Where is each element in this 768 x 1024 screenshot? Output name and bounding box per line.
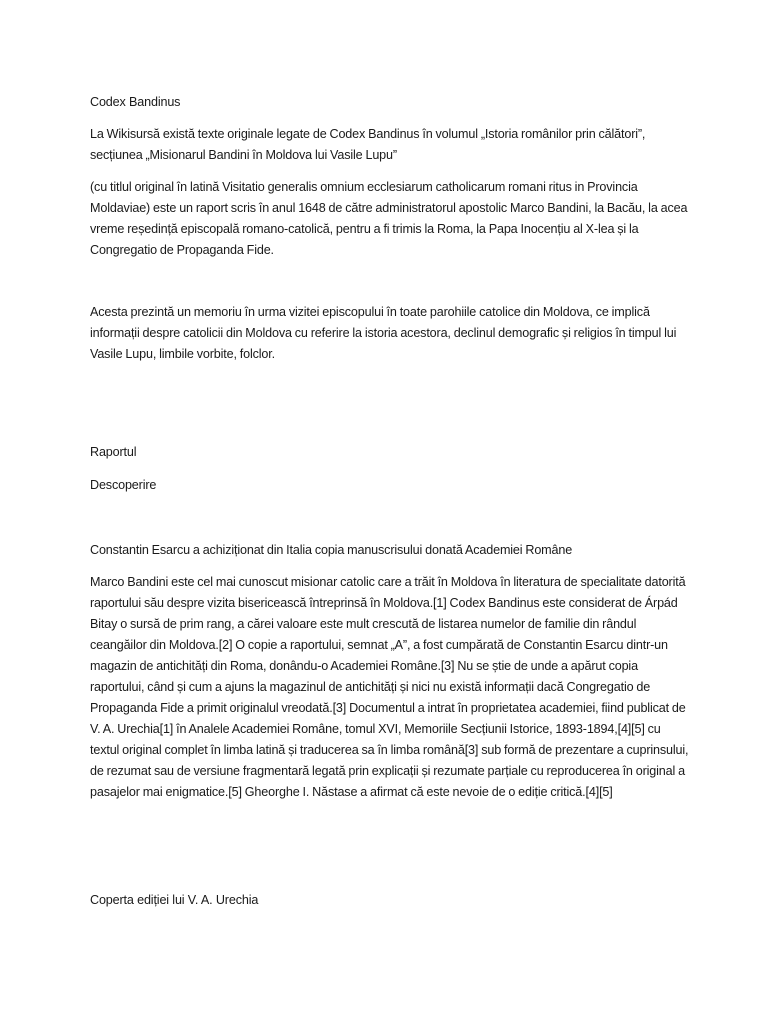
section-heading-descoperire: Descoperire [90, 478, 157, 492]
wikisource-note: La Wikisursă există texte originale legate de Codex Bandinus în volumul „Istoria românilor prin călători”, secțiunea „Misionarul Bandini în Moldova lui Vasile Lupu” [90, 127, 646, 162]
summary-paragraph: Acesta prezintă un memoriu în urma vizitei episcopului în toate parohiile catolice din Moldova, ce implică informații despre catolicii din Moldova cu referire la istoria acestora, declinul demografic și religios în timpul lui Vasile Lupu, limbile vorbite, folclor. [90, 305, 677, 361]
cover-caption: Coperta ediției lui V. A. Urechia [90, 893, 259, 907]
section-heading-raportul: Raportul [90, 445, 137, 459]
document-title: Codex Bandinus [90, 95, 181, 109]
discovery-line: Constantin Esarcu a achiziționat din Italia copia manuscrisului donată Academiei Române [90, 543, 573, 557]
discovery-body: Marco Bandini este cel mai cunoscut misionar catolic care a trăit în Moldova în literatura de specialitate datorită raportului său despre vizita bisericească întreprinsă în Moldova.[1] Codex Bandinus este considerat de Árpád Bitay o sursă de prim rang, a cărei valoare este mult crescută de listarea numelor de familie din rândul ceangăilor din Moldova.[2] O copie a raportului, semnat „A”, a fost cumpărată de Constantin Esarcu dintr-un magazin de antichități din Roma, donându-o Academiei Române.[3] Nu se știe de unde a apărut copia raportului, când și cum a ajuns la magazinul de antichități și nici nu există informații dacă Congregatio de Propaganda Fide a primit originalul vreodată.[3] Documentul a intrat în proprietatea academiei, fiind publicat de V. A. Urechia[1] în Analele Academiei Române, tomul XVI, Memoriile Secțiunii Istorice, 1893-1894,[4][5] cu textul original complet în limba latină și traducerea sa în limba română[3] sub formă de prezentare a cuprinsului, de rezumat sau de versiune fragmentară legată prin explicații și rezumate parțiale cu reproducerea în original a pasajelor mai enigmatice.[5] Gheorghe I. Năstase a afirmat că este nevoie de o ediție critică.[4][5] [90, 575, 689, 799]
intro-paragraph: (cu titlul original în latină Visitatio generalis omnium ecclesiarum catholicarum romani ritus in Provincia Moldaviae) este un raport scris în anul 1648 de către administratorul apostolic Marco Bandini, la Bacău, la acea vreme reședință episcopală romano-catolică, pentru a fi trimis la Roma, la Papa Inocențiu al X-lea și la Congregatio de Propaganda Fide. [90, 180, 688, 257]
